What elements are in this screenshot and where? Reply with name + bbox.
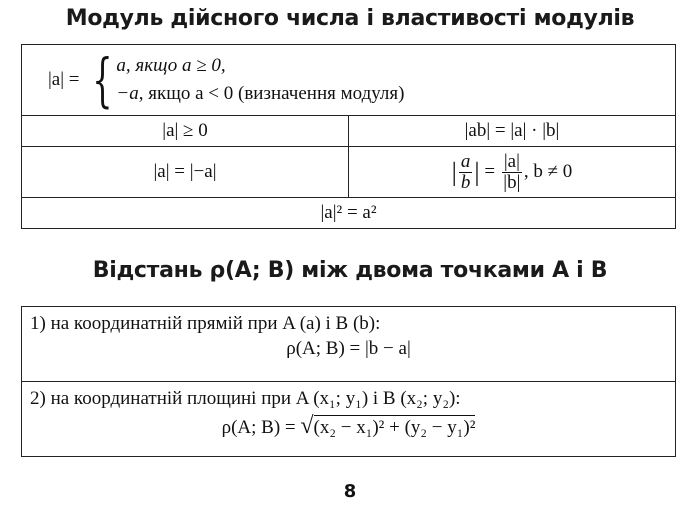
property-square: |a|² = a²	[22, 198, 676, 229]
property-product: |ab| = |a| · |b|	[349, 116, 676, 147]
quotient-fraction: $\frac{a}{b}$	[460, 150, 471, 193]
property-nonnegative: |a| ≥ 0	[22, 116, 349, 147]
modulus-definition-cell	[22, 45, 676, 116]
distance-line-formula: ρ(A; B) = |b − a|	[286, 337, 411, 359]
modulus-properties-table	[21, 44, 676, 229]
distance-plane-formula: ρ(A; B) = √(x₂ − x₁)² + (y₂ − y₁)²	[221, 412, 476, 439]
left-brace-icon: {	[91, 46, 113, 114]
property-symmetric: |a| = |−a|	[22, 147, 349, 198]
definition-lhs: |a| =	[48, 69, 80, 91]
property-quotient: | $\frac{a}{b}$ | = $\frac{|a|}{|b|}$ , b ≠ 0	[349, 147, 676, 198]
page-number: 8	[343, 481, 357, 502]
definition-case-positive: a, якщо a ≥ 0,	[116, 55, 226, 77]
definition-case-negative: −a, якщо a < 0 (визначення модуля)	[116, 83, 405, 104]
definition-cases	[116, 55, 404, 105]
section-title-modulus: Модуль дійсного числа і властивості модулів	[65, 6, 635, 31]
distance-line-caption: 1) на координатній прямій при A (a) і B (b):	[30, 313, 381, 334]
distance-on-plane-cell	[22, 382, 676, 457]
distance-on-line-cell	[22, 307, 676, 382]
distance-plane-caption: 2) на координатній площині при A (x₁; y₁) і B (x₂; y₂):	[30, 388, 461, 409]
square-root-icon: √	[300, 412, 314, 439]
distance-table	[21, 306, 676, 457]
modulus-fraction: $\frac{|a|}{|b|}$	[503, 150, 521, 193]
section-title-distance: Відстань ρ(A; B) між двома точками A і B	[92, 258, 608, 283]
